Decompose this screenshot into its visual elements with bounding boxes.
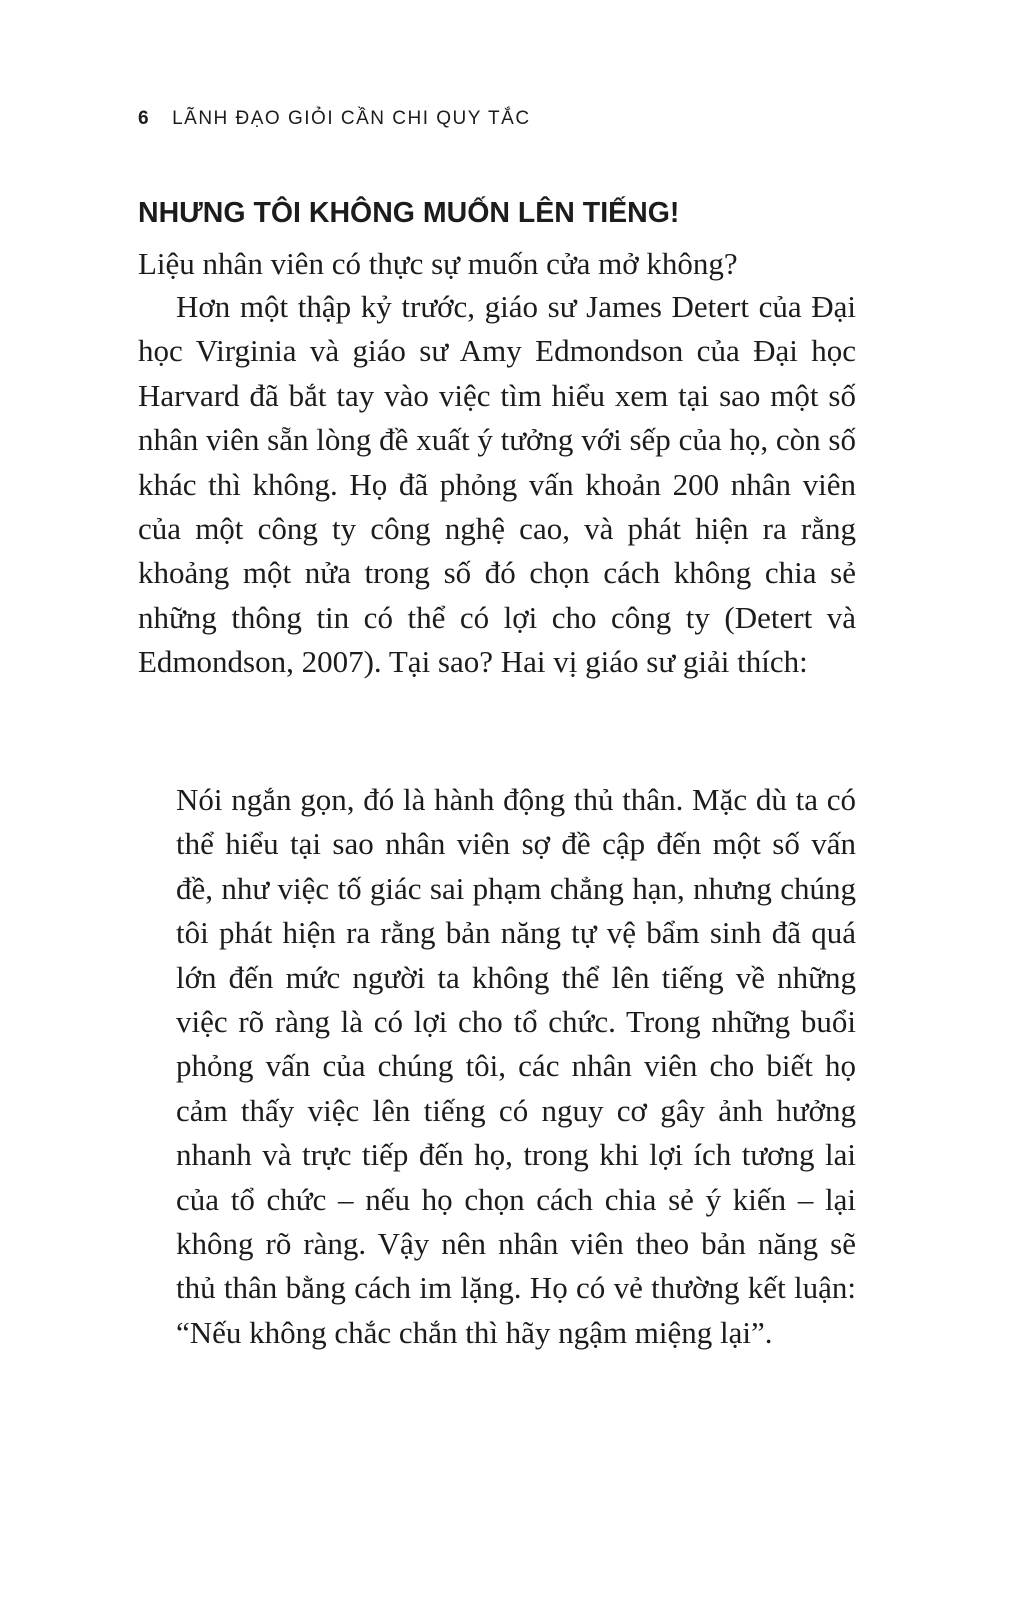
body-paragraph: Hơn một thập kỷ trước, giáo sư James Detert của Đại học Virginia và giáo sư Amy Edmondson của Đại học Harvard đã bắt tay vào việc tìm hiểu xem tại sao một số nhân viên sẵn lòng đề xuất ý tưởng với sếp của họ, còn số khác thì không. Họ đã phỏng vấn khoản 200 nhân viên của một công ty công nghệ cao, và phát hiện ra rằng khoảng một nửa trong số đó chọn cách không chia sẻ những thông tin có thể có lợi cho công ty (Detert và Edmondson, 2007). Tại sao? Hai vị giáo sư giải thích: bbox=[138, 289, 856, 680]
section-heading: NHƯNG TÔI KHÔNG MUỐN LÊN TIẾNG! bbox=[138, 197, 680, 229]
running-head bbox=[138, 106, 531, 132]
book-title: LÃNH ĐẠO GIỎI CẦN CHI QUY TẮC bbox=[172, 108, 531, 129]
page-number: 6 bbox=[138, 108, 151, 129]
block-quote: Nói ngắn gọn, đó là hành động thủ thân. Mặc dù ta có thể hiểu tại sao nhân viên sợ đề cập đến một số vấn đề, như việc tố giác sai phạm chẳng hạn, nhưng chúng tôi phát hiện ra rằng bản năng tự vệ bẩm sinh đã quá lớn đến mức người ta không thể lên tiếng về những việc rõ ràng là có lợi cho tổ chức. Trong những buổi phỏng vấn của chúng tôi, các nhân viên cho biết họ cảm thấy việc lên tiếng có nguy cơ gây ảnh hưởng nhanh và trực tiếp đến họ, trong khi lợi ích tương lai của tổ chức – nếu họ chọn cách chia sẻ ý kiến – lại không rõ ràng. Vậy nên nhân viên theo bản năng sẽ thủ thân bằng cách im lặng. Họ có vẻ thường kết luận: “Nếu không chắc chắn thì hãy ngậm miệng lại”. bbox=[176, 782, 856, 1350]
lead-question: Liệu nhân viên có thực sự muốn cửa mở không? bbox=[138, 246, 738, 281]
